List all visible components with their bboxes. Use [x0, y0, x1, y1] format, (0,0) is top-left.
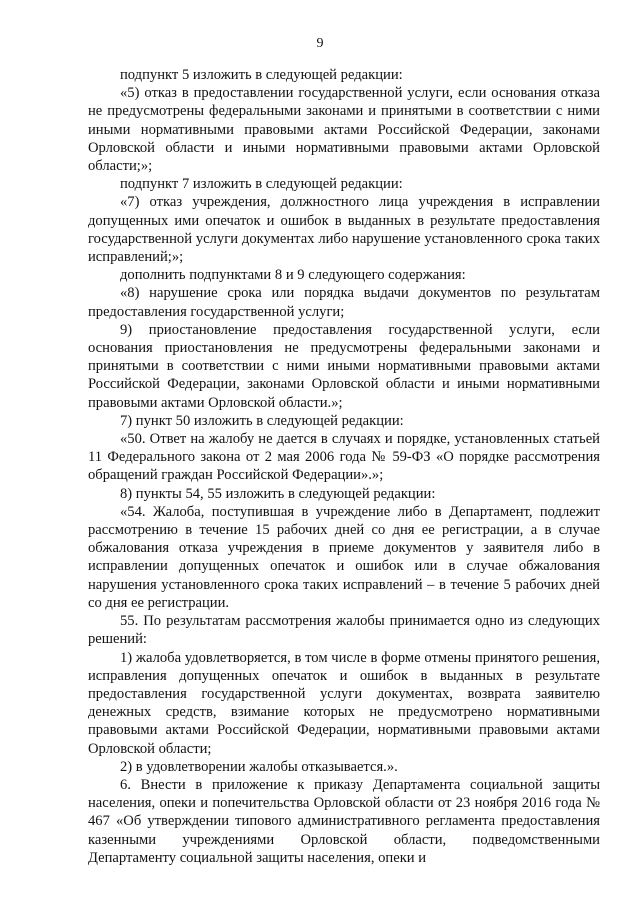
paragraph: «54. Жалоба, поступившая в учреждение либо в Департамент, подлежит рассмотрению в течение 15 рабочих дней со дня ее регистрации, а в случае обжалования отказа учреждения в приеме документов у заявителя либо в исправлении допущенных опечаток и ошибок или в случае обжалования нарушения установленного срока таких исправлений – в течение 5 рабочих дней со дня ее регистрации. — [88, 503, 600, 611]
paragraph: подпункт 7 изложить в следующей редакции: — [120, 176, 403, 193]
document-body — [88, 66, 600, 867]
paragraph: 9) приостановление предоставления государственной услуги, если основания приостановления не предусмотрены федеральными законами и принятыми в соответствии с ними иными нормативными правовыми актами Российской Федерации, законами Орловской области и иными нормативными правовыми актами Орловской области.»; — [88, 321, 600, 411]
paragraph: 2) в удовлетворении жалобы отказывается.». — [120, 758, 398, 775]
paragraph: «7) отказ учреждения, должностного лица учреждения в исправлении допущенных ими опечаток и ошибок в выданных в результате предоставления государственной услуги документах либо нарушение установленного срока таких исправлений;»; — [88, 194, 600, 266]
paragraph: 55. По результатам рассмотрения жалобы принимается одно из следующих решений: — [88, 613, 600, 648]
paragraph: 7) пункт 50 изложить в следующей редакции: — [120, 412, 404, 429]
paragraph: 6. Внести в приложение к приказу Департамента социальной защиты населения, опеки и попечительства Орловской области от 23 ноября 2016 года № 467 «Об утверждении типового административного регламента предоставления казенными учреждениями Орловской области, подведомственными Департаменту социальной защиты населения, опеки и — [88, 776, 600, 866]
paragraph: «5) отказ в предоставлении государственной услуги, если основания отказа не предусмотрены федеральными законами и принятыми в соответствии с ними иными нормативными правовыми актами Российской Федерации, законами Орловской области и иными нормативными правовыми актами Орловской области;»; — [88, 85, 600, 175]
paragraph: «8) нарушение срока или порядка выдачи документов по результатам предоставления государственной услуги; — [88, 285, 600, 320]
paragraph: подпункт 5 изложить в следующей редакции: — [120, 67, 403, 83]
page-number: 9 — [316, 36, 324, 51]
paragraph: 8) пункты 54, 55 изложить в следующей редакции: — [120, 485, 436, 502]
paragraph: «50. Ответ на жалобу не дается в случаях и порядке, установленных статьей 11 Федерального закона от 2 мая 2006 года № 59-ФЗ «О порядке рассмотрения обращений граждан Российской Федерации».»; — [88, 431, 600, 484]
paragraph: 1) жалоба удовлетворяется, в том числе в форме отмены принятого решения, исправления допущенных опечаток и ошибок в выданных в результате предоставления государственной услуги документах, возврата заявителю денежных средств, взимание которых не предусмотрено нормативными правовыми актами Российской Федерации, нормативными правовыми актами Орловской области; — [88, 649, 600, 757]
paragraph: дополнить подпунктами 8 и 9 следующего содержания: — [120, 267, 466, 284]
